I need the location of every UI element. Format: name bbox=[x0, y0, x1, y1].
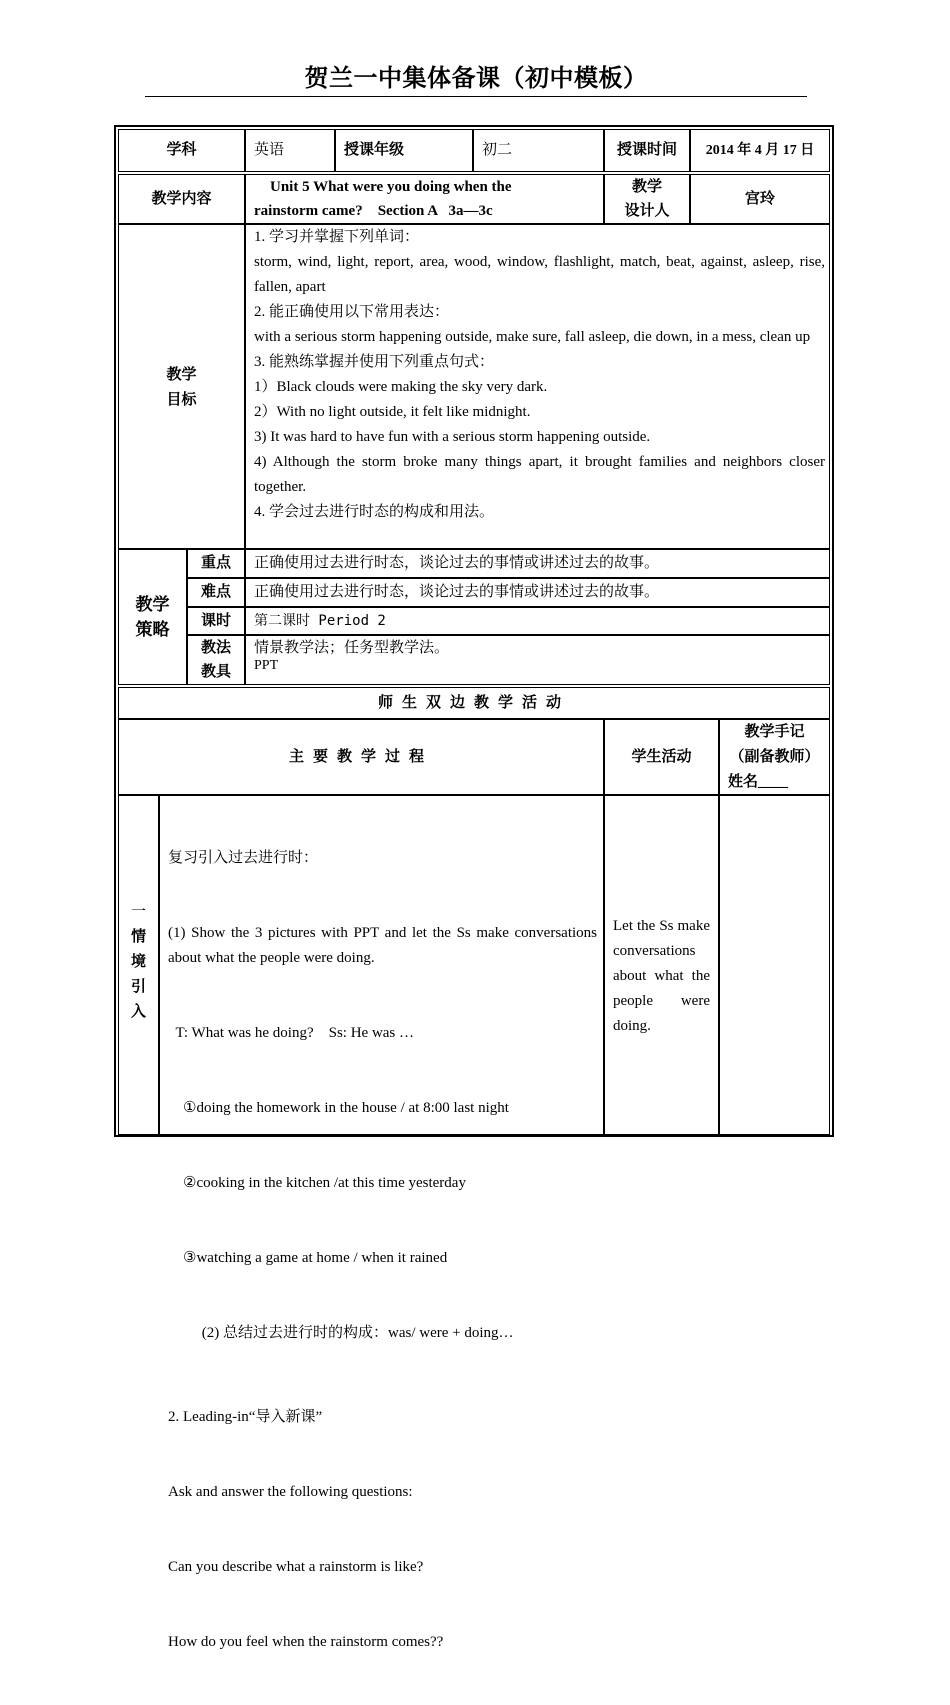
designer-label bbox=[604, 174, 690, 224]
period-value: 第二课时 Period 2 bbox=[245, 607, 830, 635]
designer-label-2: 设计人 bbox=[624, 203, 670, 219]
subject-value: 英语 bbox=[245, 129, 335, 172]
process-line: How do you feel when the rainstorm comes?? bbox=[168, 1634, 444, 1650]
step-char: 境 bbox=[130, 954, 146, 970]
key-point-value: 正确使用过去进行时态，谈论过去的事情或讲述过去的故事。 bbox=[245, 549, 830, 578]
content-value bbox=[245, 174, 604, 224]
content-line-2: rainstorm came? Section A 3a—3c bbox=[254, 203, 493, 219]
method-label-1: 教法 bbox=[200, 640, 231, 656]
student-column-header: 学生活动 bbox=[604, 719, 719, 795]
key-point-label: 重点 bbox=[187, 549, 245, 578]
method-value bbox=[245, 635, 830, 685]
step-label-cell bbox=[118, 795, 159, 1135]
step-label bbox=[119, 900, 158, 925]
page-title: 贺兰一中集体备课（初中模板） bbox=[145, 62, 807, 97]
designer-value: 宫玲 bbox=[690, 174, 830, 224]
process-line: T: What was he doing? Ss: He was … bbox=[168, 1025, 415, 1041]
objectives-content bbox=[245, 224, 830, 549]
step-number: 一 bbox=[130, 904, 146, 920]
designer-label-1: 教学 bbox=[631, 179, 662, 195]
objectives-list bbox=[254, 225, 825, 525]
objective-line: storm, wind, light, report, area, wood, window, flashlight, match, beat, against, asleep, rise, fallen, apart bbox=[254, 254, 825, 295]
objectives-label-2: 目标 bbox=[166, 392, 197, 408]
objective-line: 4) Although the storm broke many things apart, it brought families and neighbors closer together. bbox=[254, 454, 825, 495]
step-char: 情 bbox=[130, 929, 146, 945]
step-char: 引 bbox=[130, 979, 146, 995]
objectives-label bbox=[118, 224, 245, 549]
method-text: 情景教学法；任务型教学法。 bbox=[254, 640, 450, 656]
notes-cell bbox=[719, 795, 830, 1135]
strategy-label-1: 教学 bbox=[135, 595, 170, 614]
objective-line: 1）Black clouds were making the sky very dark. bbox=[254, 379, 548, 395]
process-line: (1) Show the 3 pictures with PPT and let the Ss make conversations about what the people were doing. bbox=[168, 925, 601, 966]
method-label-2: 教具 bbox=[200, 664, 231, 680]
content-label: 教学内容 bbox=[118, 174, 245, 224]
process-line: (2) 总结过去进行时的构成：was/ were + doing… bbox=[168, 1325, 514, 1341]
process-line: ③watching a game at home / when it rained bbox=[168, 1250, 448, 1266]
objective-line: 3) It was hard to have fun with a serious storm happening outside. bbox=[254, 429, 651, 445]
process-line: 复习引入过去进行时： bbox=[168, 850, 319, 866]
subject-label: 学科 bbox=[118, 129, 245, 172]
lesson-plan-table bbox=[114, 125, 834, 1650]
objective-line: with a serious storm happening outside, make sure, fall asleep, die down, in a mess, clean up bbox=[254, 329, 811, 345]
process-lines bbox=[168, 796, 601, 1705]
objective-line: 1. 学习并掌握下列单词： bbox=[254, 229, 420, 245]
difficulty-label: 难点 bbox=[187, 578, 245, 607]
notes-column-header bbox=[719, 719, 830, 795]
period-label: 课时 bbox=[187, 607, 245, 635]
step-char: 入 bbox=[130, 1004, 146, 1020]
step-label-text bbox=[119, 925, 158, 1025]
student-activity-cell bbox=[604, 795, 719, 1135]
date-value: 2014 年 4 月 17 日 bbox=[690, 129, 830, 172]
date-label: 授课时间 bbox=[604, 129, 690, 172]
notes-header-2: （副备教师） bbox=[729, 749, 820, 765]
grade-value: 初二 bbox=[473, 129, 604, 172]
method-label bbox=[187, 635, 245, 685]
objectives-label-1: 教学 bbox=[166, 367, 197, 383]
process-content bbox=[159, 795, 604, 1650]
process-line: 2. Leading-in“导入新课” bbox=[168, 1409, 323, 1425]
process-line: ②cooking in the kitchen /at this time yesterday bbox=[168, 1175, 466, 1191]
process-line: Ask and answer the following questions: bbox=[168, 1484, 413, 1500]
process-column-header: 主要教学过程 bbox=[118, 719, 604, 795]
process-line: Can you describe what a rainstorm is like? bbox=[168, 1559, 424, 1575]
strategy-label bbox=[118, 549, 187, 685]
objective-line: 2. 能正确使用以下常用表达： bbox=[254, 304, 450, 320]
strategy-label-2: 策略 bbox=[135, 620, 170, 639]
notes-header-3: 姓名____ bbox=[728, 774, 789, 790]
objective-line: 2）With no light outside, it felt like midnight. bbox=[254, 404, 531, 420]
activities-section-title: 师生双边教学活动 bbox=[118, 687, 830, 719]
process-line: ①doing the homework in the house / at 8:00 last night bbox=[168, 1100, 509, 1116]
grade-label: 授课年级 bbox=[335, 129, 473, 172]
tools-text: PPT bbox=[254, 658, 279, 673]
objective-line: 3. 能熟练掌握并使用下列重点句式： bbox=[254, 354, 495, 370]
content-line-1: Unit 5 What were you doing when the bbox=[270, 179, 512, 195]
student-activity-text: Let the Ss make conversations about what the people were doing. bbox=[613, 918, 710, 1034]
objective-line: 4. 学会过去进行时态的构成和用法。 bbox=[254, 504, 495, 520]
notes-header-1: 教学手记 bbox=[744, 724, 805, 740]
difficulty-value: 正确使用过去进行时态，谈论过去的事情或讲述过去的故事。 bbox=[245, 578, 830, 607]
